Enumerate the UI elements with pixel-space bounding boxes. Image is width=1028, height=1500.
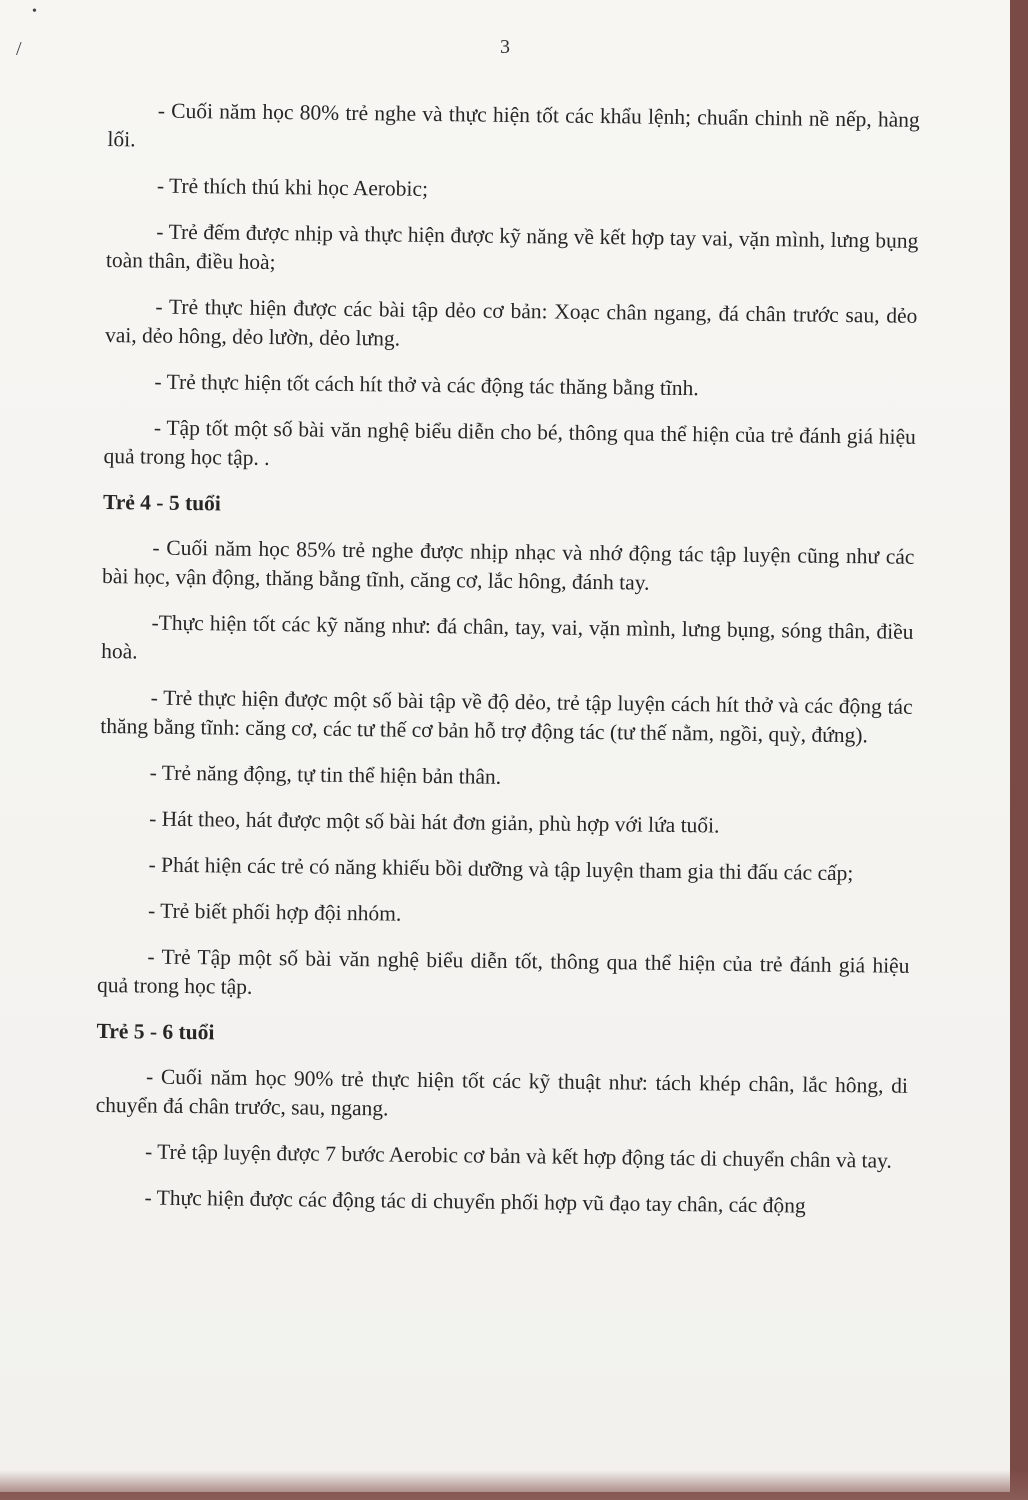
paragraph: - Trẻ thực hiện được một số bài tập về độ dẻo, trẻ tập luyện cách hít thở và các động tác thăng bằng tĩnh: căng cơ, các tư thế cơ bản hỗ trợ động tác (tư thế nằm, ngồi, quỳ, đứng). (100, 685, 913, 748)
paragraph: - Cuối năm học 90% trẻ thực hiện tốt các kỹ thuật như: tách khép chân, lắc hông, di chuyển đá chân trước, sau, ngang. (95, 1064, 909, 1121)
paragraph: - Trẻ đếm được nhịp và thực hiện được kỹ năng về kết hợp tay vai, vặn mình, lưng bụng toàn thân, điều hoà; (105, 219, 919, 275)
document-body (94, 96, 920, 1239)
paragraph: - Phát hiện các trẻ có năng khiếu bồi dưỡng và tập luyện tham gia thi đấu các cấp; (148, 852, 854, 886)
handwritten-slash-mark: / (16, 38, 22, 60)
paragraph: - Cuối năm học 80% trẻ nghe và thực hiện tốt các khẩu lệnh; chuẩn chinh nề nếp, hàng lối. (107, 98, 920, 152)
page-number: 3 (500, 36, 510, 58)
paragraph: - Trẻ Tập một số bài văn nghệ biểu diễn tốt, thông qua thể hiện của trẻ đánh giá hiệu quả trong học tập. (96, 944, 910, 999)
paragraph: - Trẻ năng động, tự tin thể hiện bản thân. (149, 760, 502, 789)
scan-dot-mark: • (32, 4, 37, 19)
paragraph: - Tập tốt một số bài văn nghệ biểu diễn cho bé, thông qua thể hiện của trẻ đánh giá hiệu quả trong học tập. . (103, 415, 917, 471)
paragraph: - Thực hiện được các động tác di chuyển phối hợp vũ đạo tay chân, các động (144, 1185, 806, 1218)
section-heading-age-4-5: Trẻ 4 - 5 tuổi (102, 489, 222, 516)
scan-edge-shadow (0, 1470, 1028, 1500)
paragraph: -Thực hiện tốt các kỹ năng như: đá chân, tay, vai, vặn mình, lưng bụng, sóng thân, điều hoà. (101, 610, 914, 664)
paragraph: - Trẻ thực hiện tốt cách hít thở và các động tác thăng bằng tĩnh. (154, 369, 699, 401)
section-heading-age-5-6: Trẻ 5 - 6 tuổi (96, 1018, 215, 1045)
paragraph: - Hát theo, hát được một số bài hát đơn giản, phù hợp với lứa tuổi. (149, 806, 720, 838)
paragraph: - Trẻ biết phối hợp đội nhóm. (147, 898, 402, 926)
paragraph: - Trẻ tập luyện được 7 bước Aerobic cơ bản và kết hợp động tác di chuyển chân và tay. (144, 1139, 893, 1173)
paragraph: - Trẻ thích thú khi học Aerobic; (156, 173, 429, 201)
paragraph: - Cuối năm học 85% trẻ nghe được nhịp nhạc và nhớ động tác tập luyện cũng như các bài học, vận động, thăng bằng tĩnh, căng cơ, lắc hông, đánh tay. (101, 535, 915, 595)
paragraph: - Trẻ thực hiện được các bài tập dẻo cơ bản: Xoạc chân ngang, đá chân trước sau, dẻo vai, dẻo hông, dẻo lườn, dẻo lưng. (104, 294, 918, 351)
